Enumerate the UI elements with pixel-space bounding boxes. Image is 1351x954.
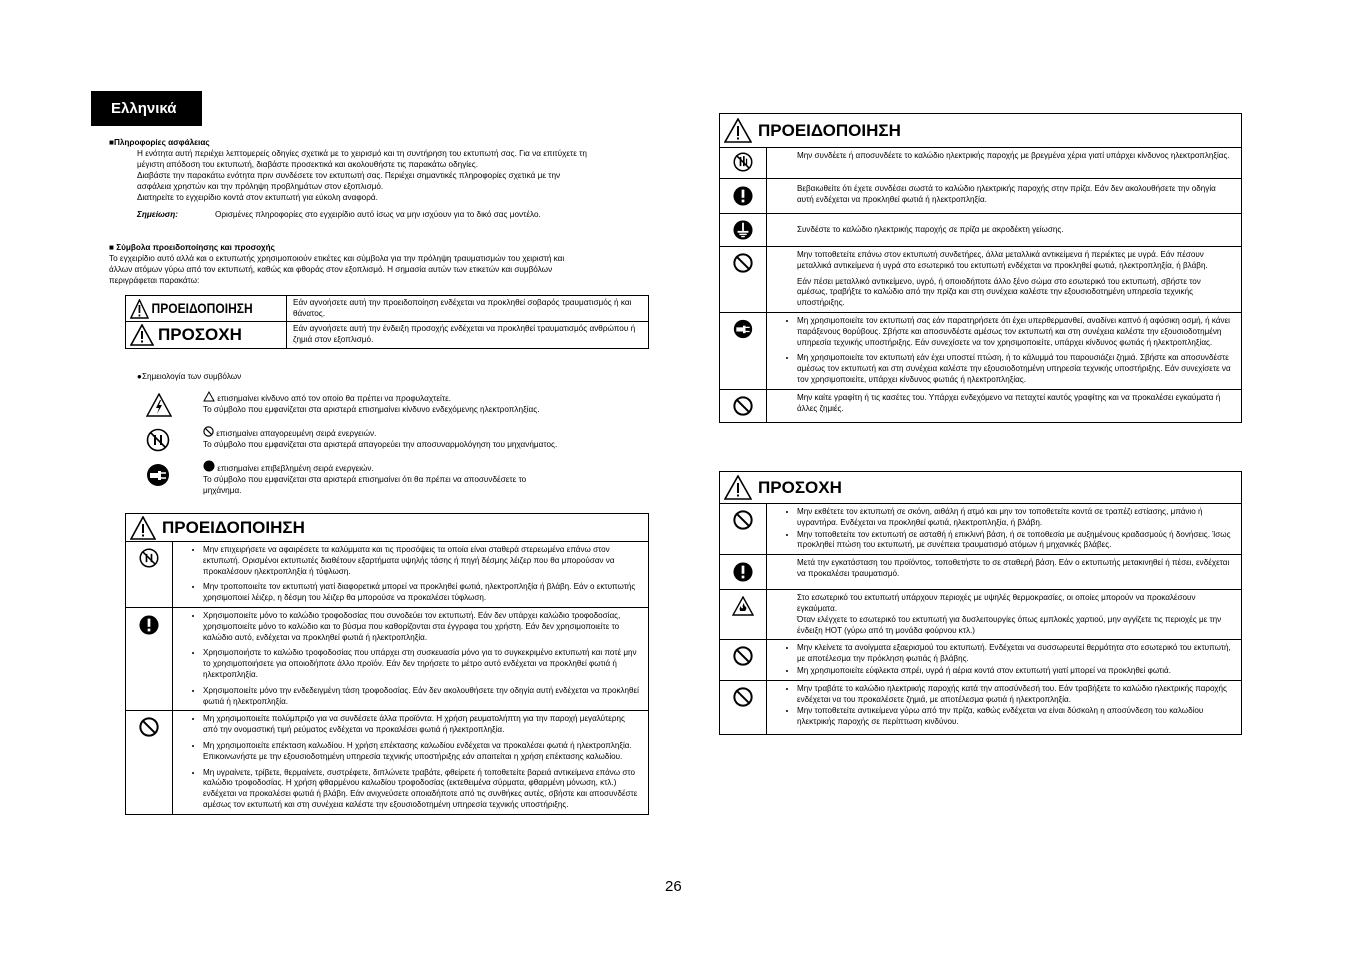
- safety-heading: ■Πληροφορίες ασφάλειας: [109, 138, 210, 147]
- symbols-text: [109, 253, 679, 286]
- symbol-key-line: επισημαίνει κίνδυνο από τον οποίο θα πρέπει να προφυλαχτείτε.: [217, 394, 452, 403]
- mandatory-icon: [139, 614, 159, 636]
- icon-cell: [720, 640, 767, 680]
- page-number: 26: [665, 878, 682, 895]
- legend-warning-label: ΠΡΟΕΙΔΟΠΟΙΗΣΗ: [151, 300, 253, 317]
- list-item: • Χρησιμοποιείτε μόνο το καλώδιο τροφοδοσίας που συνοδεύει τον εκτυπωτή. Εάν δεν υπάρχει καλώδιο τροφοδοσίας, χρησιμοποιείτε μόνο το καλώδιο και το βύσμα που καθορίζονται στα έγγραφα του χρήστη. Εάν δεν χρησιμοποιείτε το καλώδιο αυτό, ενδέχεται να προκληθεί φωτιά ή ηλεκτροπληξία.: [203, 611, 640, 643]
- caution-text-cell: [767, 555, 1242, 590]
- safety-line: ασφάλεια χρηστών και την πρόληψη προβλημάτων στον εξοπλισμό.: [137, 182, 384, 191]
- paragraph: Μην συνδέετε ή αποσυνδέετε το καλώδιο ηλεκτρικής παροχής με βρεγμένα χέρια γιατί υπάρχει κίνδυνος ηλεκτροπληξίας.: [797, 151, 1230, 160]
- triangle-outline-icon: [203, 391, 215, 402]
- warning-text-cell: [767, 312, 1242, 389]
- hot-surface-icon: [732, 596, 754, 616]
- icon-cell: [126, 542, 173, 608]
- caution-row: [720, 640, 1242, 680]
- unplug-icon: [146, 463, 170, 487]
- right-warning-table: [719, 147, 1242, 423]
- symbols-line: περιγράφεται παρακάτω:: [109, 276, 200, 285]
- safety-line: Διαβάστε την παρακάτω ενότητα πριν συνδέσετε τον εκτυπωτή σας. Περιέχει σημαντικές πληροφορίες σχετικά με την: [137, 171, 561, 180]
- list-item: • Μη χρησιμοποιείτε επέκταση καλωδίου. Η χρήση επέκτασης καλωδίου ενδέχεται να προκαλέσει φωτιά ή ηλεκτροπληξία. Επικοινωνήστε με την εξουσιοδοτημένη υπηρεσία τεχνικής υποστήριξης εάν απαιτείται η χρήση επέκτασης καλωδίου.: [203, 741, 640, 763]
- unplug-icon: [733, 319, 753, 339]
- warning-text-cell: [173, 542, 649, 608]
- warning-text-cell: [767, 389, 1242, 422]
- prohibited-icon: [733, 687, 753, 707]
- icon-cell: [720, 680, 767, 734]
- warning-row: [126, 711, 649, 814]
- right-caution-box: [719, 471, 1242, 735]
- prohibited-icon: [733, 253, 753, 273]
- warning-text-cell: [767, 214, 1242, 247]
- list-item: • Μη χρησιμοποιείτε εύφλεκτα σπρέι, υγρά ή αέρια κοντά στον εκτυπωτή γιατί μπορεί να προκληθεί φωτιά.: [797, 666, 1233, 677]
- safety-line: μέγιστη απόδοση του εκτυπωτή, διαβάστε προσεκτικά και ακολουθήστε τις παρακάτω οδηγίες.: [137, 160, 478, 169]
- list-item: • Μην τοποθετείτε αντικείμενα γύρω από την πρίζα, καθώς ενδέχεται να είναι δύσκολη η αποσύνδεση του καλωδίου ηλεκτρικής παροχής σε περίπτωση κινδύνου.: [797, 706, 1233, 728]
- filled-circle-icon: [203, 460, 215, 472]
- list-item: • Μη χρησιμοποιείτε πολύμπριζο για να συνδέσετε άλλα προϊόντα. Η χρήση ρευματολήπτη για την παροχή μεγαλύτερης από την ονομαστική τιμή ρεύματος ενδέχεται να προκαλέσει φωτιά ή ηλεκτροπληξία.: [203, 714, 640, 736]
- symbol-key-line: μηχάνημα.: [203, 486, 242, 495]
- note-label: Σημείωση:: [137, 210, 178, 219]
- icon-cell: [720, 389, 767, 422]
- legend-warning-text: Εάν αγνοήσετε αυτή την προειδοποίηση ενδέχεται να προκληθεί σοβαρός τραυματισμός ή και θάνατος.: [287, 296, 649, 322]
- paragraph: Μην τοποθετείτε επάνω στον εκτυπωτή συνδετήρες, άλλα μεταλλικά αντικείμενα ή περιέκτες με υγρά. Εάν πέσουν μεταλλικά αντικείμενα ή υγρά στο εσωτερικό του εκτυπωτή ενδέχεται να προκληθεί φωτιά, ηλεκτροπληξία, ή βλάβη.: [797, 250, 1208, 270]
- no-disassembly-icon: [146, 428, 170, 452]
- symbols-line: Το εγχειρίδιο αυτό αλλά και ο εκτυπωτής χρησιμοποιούν ετικέτες και σύμβολα για την πρόληψη τραυματισμών του χειριστή και: [109, 254, 565, 263]
- right-caution-title: ΠΡΟΣΟΧΗ: [758, 477, 842, 497]
- electric-shock-icon: [146, 393, 172, 417]
- legend-row: [126, 296, 649, 322]
- left-warning-table: [125, 541, 649, 815]
- symbols-heading: ■ Σύμβολα προειδοποίησης και προσοχής: [109, 243, 275, 252]
- icon-cell: [126, 711, 173, 814]
- note-text: Ορισμένες πληροφορίες στο εγχειρίδιο αυτό ίσως να μην ισχύουν για το δικό σας μοντέλο.: [215, 210, 541, 219]
- list-item: • Μη χρησιμοποιείτε τον εκτυπωτή εάν έχει υποστεί πτώση, ή το κάλυμμά του παρουσιάζει ζημιά. Σβήστε και αποσυνδέστε αμέσως τον εκτυπωτή και στη συνέχεια καλέστε την εξουσιοδοτημένη υπηρεσία τεχνικής υποστήριξης. Εάν συνεχίσετε να τον χρησιμοποιείτε, υπάρχει κίνδυνος φωτιάς ή ηλεκτροπληξίας.: [797, 353, 1233, 385]
- warning-text-cell: [767, 179, 1242, 214]
- prohibited-icon: [733, 646, 753, 666]
- caution-text-cell: [767, 590, 1242, 640]
- safety-line: Η ενότητα αυτή περιέχει λεπτομερείς οδηγίες σχετικά με το χειρισμό και τη συντήρηση του εκτυπωτή σας. Για να επιτύχετε τη: [137, 149, 587, 158]
- right-warning-title: ΠΡΟΕΙΔΟΠΟΙΗΣΗ: [758, 120, 901, 140]
- safety-info-section: [109, 137, 674, 220]
- mandatory-icon: [733, 185, 753, 207]
- no-disassembly-icon: [139, 548, 159, 568]
- warning-row: [720, 247, 1242, 313]
- warning-text-cell: [173, 607, 649, 710]
- safety-line: Διατηρείτε το εγχειρίδιο κοντά στον εκτυπωτή για εύκολη αναφορά.: [137, 193, 378, 202]
- warning-row: [720, 179, 1242, 214]
- paragraph: Βεβαιωθείτε ότι έχετε συνδέσει σωστά το καλώδιο ηλεκτρικής παροχής στην πρίζα. Εάν δεν ακολουθήσετε την οδηγία αυτή ενδέχεται να προκληθεί φωτιά ή ηλεκτροπληξία.: [797, 184, 1216, 204]
- legend-caution-cell: [126, 322, 287, 349]
- symbol-key-line: Το σύμβολο που εμφανίζεται στα αριστερά επισημαίνει ότι θα πρέπει να αποσυνδέσετε το: [203, 475, 527, 484]
- paragraph: Στο εσωτερικό του εκτυπωτή υπάρχουν περιοχές με υψηλές θερμοκρασίες, οι οποίες μπορούν να προκαλέσουν εγκαύματα. Όταν ελέγχετε το εσωτερικό του εκτυπωτή για δυσλειτουργίες όπως εμπλοκές χαρτιού, μην αγγίζετε τις περιοχές με την ένδειξη HOT (γύρω από τη μονάδα φούρνου κτλ.): [797, 593, 1222, 635]
- caution-row: [720, 680, 1242, 734]
- list-item: • Μην κλείνετε τα ανοίγματα εξαερισμού του εκτυπωτή. Ενδέχεται να συσσωρευτεί θερμότητα στο εσωτερικό του εκτυπωτή, με αποτέλεσμα την πρόκληση φωτιάς ή βλάβης.: [797, 643, 1233, 665]
- prohibited-icon: [733, 510, 753, 530]
- warning-text-cell: [767, 247, 1242, 313]
- symbol-key-row: [146, 426, 626, 450]
- symbol-key-line: Το σύμβολο που εμφανίζεται στα αριστερά επισημαίνει κίνδυνο ενδεχόμενης ηλεκτροπληξίας.: [203, 405, 540, 414]
- symbol-key-line: Το σύμβολο που εμφανίζεται στα αριστερά απαγορεύει την αποσυναρμολόγηση του μηχανήματος.: [203, 440, 558, 449]
- paragraph: Συνδέστε το καλώδιο ηλεκτρικής παροχής σε πρίζα με ακροδέκτη γείωσης.: [797, 224, 1064, 234]
- caution-row: [720, 504, 1242, 555]
- warning-row: [720, 312, 1242, 389]
- legend-row: [126, 322, 649, 349]
- warning-row: [720, 214, 1242, 247]
- list-item: • Μην επιχειρήσετε να αφαιρέσετε τα καλύμματα και τις προσόψεις τα οποία είναι σταθερά στερεωμένα επάνω στον εκτυπωτή. Ορισμένοι εκτυπωτές διαθέτουν εξαρτήματα υψηλής τάσης ή πηγή δέσμης λέιζερ που θα μπορούσαν να προκαλέσουν ηλεκτροπληξία ή τύφλωση.: [203, 545, 640, 577]
- icon-cell: [720, 214, 767, 247]
- left-warning-title: ΠΡΟΕΙΔΟΠΟΙΗΣΗ: [162, 517, 305, 537]
- icon-cell: [720, 148, 767, 179]
- prohibited-icon: [139, 717, 159, 737]
- left-warning-box: [125, 513, 649, 815]
- list-item: • Μην εκθέτετε τον εκτυπωτή σε σκόνη, αιθάλη ή ατμό και μην τον τοποθετείτε κοντά σε τραπέζι εστίασης, μπάνιο ή υγραντήρα. Ενδέχεται να προκληθεί φωτιά, ηλεκτροπληξία, ή βλάβη.: [797, 507, 1233, 529]
- no-wet-hands-icon: [733, 152, 753, 172]
- ground-icon: [733, 220, 753, 240]
- list-item: • Μην τραβάτε το καλώδιο ηλεκτρικής παροχής κατά την αποσύνδεσή του. Εάν τραβήξετε το καλώδιο ηλεκτρικής παροχής ενδέχεται να του προκαλέσετε ζημιά, με αποτέλεσμα φωτιά ή ηλεκτροπληξία.: [797, 684, 1233, 706]
- right-warning-title-bar: [719, 113, 1242, 147]
- warning-text-cell: [173, 711, 649, 814]
- paragraph: Μην καίτε γραφίτη ή τις κασέτες του. Υπάρχει ενδεχόμενο να πεταχτεί καυτός γραφίτης και να προκαλέσει εγκαύματα ή άλλες ζημιές.: [797, 392, 1221, 413]
- symbol-key-row: [146, 391, 616, 415]
- language-tab: Ελληνικά: [91, 91, 202, 126]
- symbols-section: [109, 242, 679, 286]
- list-item: • Μη χρησιμοποιείτε τον εκτυπωτή σας εάν παρατηρήσετε ότι έχει υπερθερμανθεί, αναδίνει καπνό ή αφύσικη οσμή, ή κάνει παράξενους θορύβους. Σβήστε και αποσυνδέστε αμέσως τον εκτυπωτή και στη συνέχεια καλέστε την εξουσιοδοτημένη υπηρεσία τεχνικής υποστήριξης. Εάν συνεχίσετε να τον χρησιμοποιείτε, υπάρχει κίνδυνος φωτιάς ή ηλεκτροπληξίας.: [797, 316, 1233, 348]
- legend-caution-text: Εάν αγνοήσετε αυτή την ένδειξη προσοχής ενδέχεται να προκληθεί τραυματισμός ανθρώπου ή ζημιά στον εξοπλισμό.: [287, 322, 649, 349]
- prohibited-icon: [733, 396, 753, 416]
- warning-row: [720, 148, 1242, 179]
- left-warning-title-bar: [125, 513, 649, 541]
- warning-triangle-icon: [130, 299, 149, 319]
- legend-table: [125, 295, 649, 349]
- symbol-key-line: επισημαίνει επιβεβλημένη σειρά ενεργειών.: [217, 464, 374, 473]
- caution-triangle-icon: [130, 324, 154, 346]
- mandatory-icon: [733, 561, 753, 583]
- list-item: • Χρησιμοποιείτε μόνο την ενδεδειγμένη τάση τροφοδοσίας. Εάν δεν ακολουθήσετε την οδηγία αυτή ενδέχεται να προκληθεί φωτιά ή ηλεκτροπληξία.: [203, 686, 640, 708]
- caution-row: [720, 555, 1242, 590]
- right-warning-box: [719, 113, 1242, 423]
- warning-row: [126, 542, 649, 608]
- caution-text-cell: [767, 640, 1242, 680]
- list-item: • Χρησιμοποιήστε το καλώδιο τροφοδοσίας που υπάρχει στη συσκευασία μόνο για το συγκεκριμένο εκτυπωτή και ποτέ μην το χρησιμοποιήσετε για οποιοδήποτε άλλο προϊόν. Εάν δεν τηρήσετε το μέτρο αυτό ενδέχεται να προκληθεί φωτιά ή ηλεκτροπληξία.: [203, 648, 640, 680]
- caution-text-cell: [767, 504, 1242, 555]
- icon-cell: [720, 504, 767, 555]
- legend-caution-label: ΠΡΟΣΟΧΗ: [158, 324, 242, 344]
- warning-row: [720, 389, 1242, 422]
- icon-cell: [720, 312, 767, 389]
- caution-text-cell: [767, 680, 1242, 734]
- list-item: • Μη υγραίνετε, τρίβετε, θερμαίνετε, συστρέφετε, διπλώνετε τραβάτε, φθείρετε ή τοποθετείτε βαρειά αντικείμενα επάνω στο καλώδιο τροφοδοσίας. Η χρήση φθαρμένου καλωδίου τροφοδοσίας (εκτεθειμένα σύρματα, φθαρμένη μόνωση, κτλ.) ενδέχεται να προκαλέσει φωτιά ή βλάβη. Εάν ανιχνεύσετε οποιαδήποτε από τις συνθήκες αυτές, σβήστε και αποσυνδέστε αμέσως τον εκτυπωτή και στη συνέχεια καλέστε την εξουσιοδοτημένη υπηρεσία τεχνικής υποστήριξης.: [203, 768, 640, 811]
- legend-warning-cell: [126, 296, 287, 322]
- right-caution-table: [719, 503, 1242, 735]
- safety-text: [109, 148, 674, 203]
- symbol-key-line: επισημαίνει απαγορευμένη σειρά ενεργειών.: [216, 429, 377, 438]
- icon-cell: [720, 179, 767, 214]
- paragraph: Μετά την εγκατάσταση του προϊόντος, τοποθετήστε το σε σταθερή βάση. Εάν ο εκτυπωτής μετακινηθεί ή πέσει, ενδέχεται να προκαλέσει τραυματισμό.: [797, 558, 1230, 578]
- warning-triangle-icon: [130, 516, 156, 540]
- icon-cell: [720, 247, 767, 313]
- warning-text-cell: [767, 148, 1242, 179]
- paragraph: Εάν πέσει μεταλλικό αντικείμενο, υγρό, ή οποιοδήποτε άλλο ξένο σώμα στο εσωτερικό του εκτυπωτή, σβήστε τον αμέσως, τραβήξτε το καλώδιο από την πρίζα και στη συνέχεια καλέστε την εξουσιοδοτημένη υπηρεσία τεχνικής υποστήριξης.: [797, 276, 1201, 308]
- warning-triangle-icon: [724, 118, 752, 143]
- symbol-key-heading: ●Σημειολογία των συμβόλων: [137, 372, 242, 381]
- icon-cell: [720, 555, 767, 590]
- prohibition-outline-icon: [203, 426, 214, 437]
- caution-row: [720, 590, 1242, 640]
- list-item: • Μην τροποποιείτε τον εκτυπωτή γιατί διαφορετικά μπορεί να προκληθεί φωτιά, ηλεκτροπληξία ή βλάβη. Εάν ο εκτυπωτής χρησιμοποιεί λέιζερ, η δέσμη του λέιζερ θα μπορούσε να προκαλέσει τύφλωση.: [203, 582, 640, 604]
- icon-cell: [126, 607, 173, 710]
- symbol-key-row: [146, 460, 626, 496]
- icon-cell: [720, 590, 767, 640]
- note-row: [109, 209, 674, 220]
- warning-row: [126, 607, 649, 710]
- right-caution-title-bar: [719, 471, 1242, 503]
- symbols-line: άλλων ατόμων γύρω από τον εκτυπωτή, καθώς και φθοράς στον εξοπλισμό. Η σημασία αυτών των ετικετών και συμβόλων: [109, 265, 553, 274]
- caution-triangle-icon: [724, 475, 752, 500]
- list-item: • Μην τοποθετείτε τον εκτυπωτή σε ασταθή ή επικλινή βάση, ή σε τοποθεσία με αυξημένους κραδασμούς ή δονήσεις. Ίσως προκληθεί πτώση του εκτυπωτή, με συνέπεια τραυματισμό ατόμων ή μηχανικές βλάβες.: [797, 530, 1233, 552]
